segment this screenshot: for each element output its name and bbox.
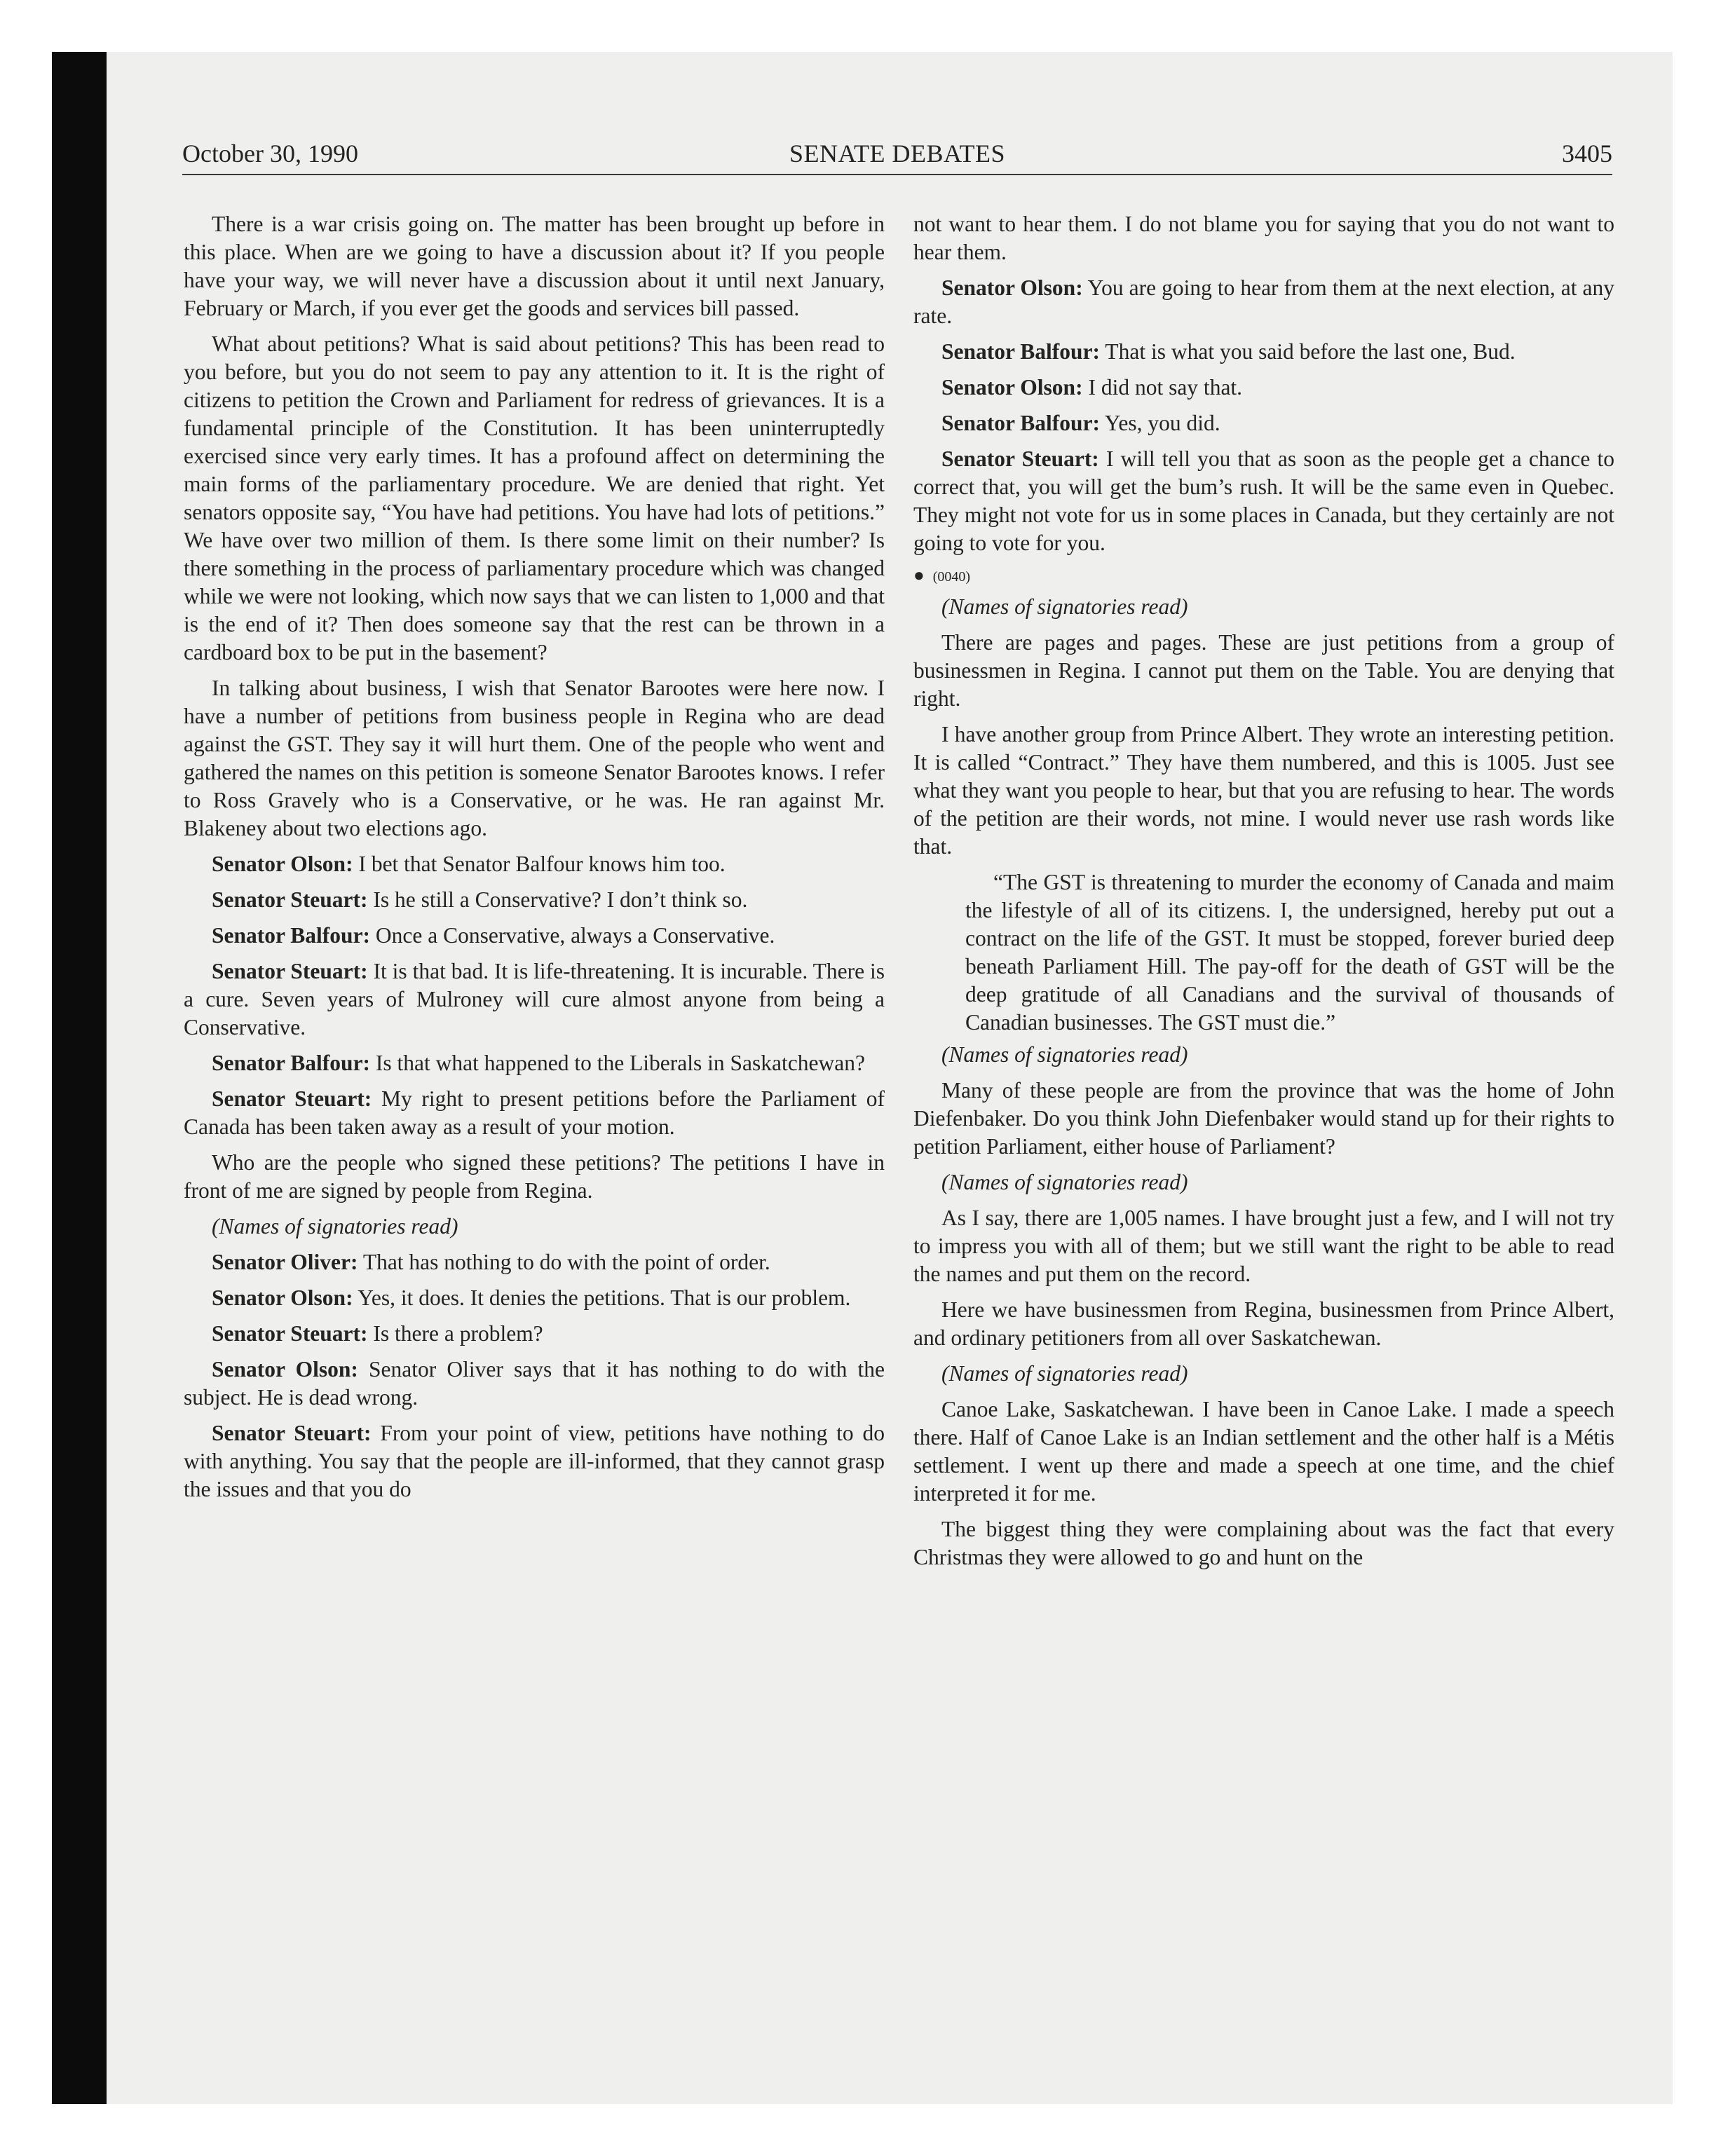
speaker-name: Senator Olson: (212, 1285, 353, 1310)
quote-text: “The GST is threatening to murder the economy of Canada and maim the lifestyle of all of its citizens. I, the undersigned, hereby put out a contract on the life of the GST. It must be stopped, forever buried deep beneath Parliament Hill. The pay-off for the death of GST will be the deep gratitude of all Canadians and the survival of thousands of Canadian businesses. The GST must die.” (965, 870, 1614, 1035)
page-header (182, 139, 1612, 175)
speaker-name: Senator Olson: (941, 275, 1083, 300)
paragraph: As I say, there are 1,005 names. I have brought just a few, and I will not try to impress you with all of them; but we still want the right to be able to read the names and put them on the record. (913, 1206, 1614, 1286)
speech (184, 1320, 885, 1348)
speech-text: Is he still a Conservative? I don’t think so. (367, 887, 748, 912)
speech (913, 274, 1614, 330)
speaker-name: Senator Steuart: (212, 1086, 372, 1111)
speech (184, 957, 885, 1042)
speech (913, 374, 1614, 402)
speaker-name: Senator Balfour: (212, 1051, 371, 1075)
header-title: SENATE DEBATES (789, 139, 1005, 168)
stage-direction: (Names of signatories read) (941, 1170, 1188, 1194)
speech-text: Senator Oliver says that it has nothing to do with the subject. He is dead wrong. (184, 1357, 885, 1410)
speaker-name: Senator Steuart: (212, 1321, 368, 1346)
speaker-name: Senator Balfour: (941, 411, 1101, 435)
page-number: 3405 (1562, 139, 1612, 168)
right-column (913, 210, 1614, 1579)
header-date: October 30, 1990 (182, 139, 358, 168)
speech (184, 1284, 885, 1312)
speech (913, 338, 1614, 366)
paragraph: In talking about business, I wish that Senator Barootes were here now. I have a number of petitions from business people in Regina who are dead against the GST. They say it will hurt them. One of the people who went and gathered the names on this petition is someone Senator Barootes knows. I refer to Ross Gravely who is a Conservative, or he was. He ran against Mr. Blakeney about two elections ago. (184, 676, 885, 840)
bullet-icon: ● (913, 565, 925, 585)
speaker-name: Senator Steuart: (941, 446, 1099, 471)
speech-text: It is that bad. It is life-threatening. It is incurable. There is a cure. Seven years of Mulroney will cure almost anyone from being a Conservative. (184, 959, 885, 1039)
speech-text: Once a Conservative, always a Conservative. (370, 923, 775, 948)
speech (913, 445, 1614, 557)
speaker-name: Senator Steuart: (212, 887, 368, 912)
paragraph-continued: not want to hear them. I do not blame you for saying that you do not want to hear them. (913, 212, 1614, 264)
binding-edge (52, 52, 107, 2104)
speaker-name: Senator Olson: (212, 852, 353, 876)
speech-text: My right to present petitions before the Parliament of Canada has been taken away as a result of your motion. (184, 1086, 885, 1139)
paragraph: There are pages and pages. These are just petitions from a group of businessmen in Regina. I cannot put them on the Table. You are denying that right. (913, 630, 1614, 711)
speech (184, 850, 885, 878)
paragraph: Here we have businessmen from Regina, businessmen from Prince Albert, and ordinary petitioners from all over Saskatchewan. (913, 1297, 1614, 1350)
speaker-name: Senator Olson: (212, 1357, 358, 1381)
speech (184, 1248, 885, 1276)
speech-text: I will tell you that as soon as the people get a chance to correct that, you will get the bum’s rush. It will be the same even in Quebec. They might not vote for us in some places in Canada, but they certainly are not going to vote for you. (913, 446, 1614, 555)
speech (184, 1419, 885, 1503)
paragraph: Many of these people are from the province that was the home of John Diefenbaker. Do you think John Diefenbaker would stand up for their rights to petition Parliament, either house of Parliament? (913, 1078, 1614, 1159)
speech-text: I bet that Senator Balfour knows him too. (353, 852, 726, 876)
block-quote (965, 868, 1614, 1037)
speech-text: That has nothing to do with the point of order. (358, 1250, 770, 1274)
speech (184, 1049, 885, 1077)
paragraph: I have another group from Prince Albert. They wrote an interesting petition. It is called “Contract.” They have them numbered, and this is 1005. Just see what they want you people to hear, but that you are refusing to hear. The words of the petition are their words, not mine. I would never use rash words like that. (913, 722, 1614, 859)
paragraph: Who are the people who signed these petitions? The petitions I have in front of me are signed by people from Regina. (184, 1150, 885, 1203)
speech-text: Yes, you did. (1100, 411, 1220, 435)
speech (184, 922, 885, 950)
paragraph: Canoe Lake, Saskatchewan. I have been in Canoe Lake. I made a speech there. Half of Canoe Lake is an Indian settlement and the other half is a Métis settlement. I went up there and made a speech at one time, and the chief interpreted it for me. (913, 1397, 1614, 1506)
speech-text: Yes, it does. It denies the petitions. That is our problem. (353, 1285, 851, 1310)
stage-direction: (Names of signatories read) (212, 1214, 458, 1239)
speech-text: That is what you said before the last one, Bud. (1100, 339, 1516, 364)
speaker-name: Senator Steuart: (212, 1421, 372, 1445)
stage-direction: (Names of signatories read) (941, 1361, 1188, 1386)
paragraph: The biggest thing they were complaining about was the fact that every Christmas they were allowed to go and hunt on the (913, 1517, 1614, 1569)
paragraph: There is a war crisis going on. The matter has been brought up before in this place. When are we going to have a discussion about it? If you people have your way, we will never have a discussion about it until next January, February or March, if you ever get the goods and services bill passed. (184, 212, 885, 320)
speech (184, 886, 885, 914)
speech (913, 409, 1614, 437)
speaker-name: Senator Steuart: (212, 959, 368, 983)
speech-text: Is that what happened to the Liberals in Saskatchewan? (370, 1051, 865, 1075)
time-marker (913, 565, 1614, 587)
speaker-name: Senator Oliver: (212, 1250, 358, 1274)
time-marker-text: (0040) (932, 569, 971, 585)
speech (184, 1356, 885, 1412)
speech (184, 1085, 885, 1141)
speaker-name: Senator Balfour: (212, 923, 371, 948)
speech-text: From your point of view, petitions have nothing to do with anything. You say that the people are ill-informed, that they cannot grasp the issues and that you do (184, 1421, 885, 1501)
speaker-name: Senator Olson: (941, 375, 1083, 400)
stage-direction: (Names of signatories read) (941, 594, 1188, 619)
speaker-name: Senator Balfour: (941, 339, 1101, 364)
speech-text: Is there a problem? (367, 1321, 543, 1346)
stage-direction: (Names of signatories read) (941, 1042, 1188, 1067)
paragraph: What about petitions? What is said about petitions? This has been read to you before, but you do not seem to pay any attention to it. It is the right of citizens to petition the Crown and Parliament for redress of grievances. It is a fundamental principle of the Constitution. It has been uninterruptedly exercised since very early times. It has a profound affect on determining the main forms of the parliamentary procedure. We are denied that right. Yet senators opposite say, “You have had petitions. You have had lots of petitions.” We have over two million of them. Is there some limit on their number? Is there something in the process of parliamentary procedure which was changed while we were not looking, which now says that we can listen to 1,000 and that is the end of it? Then does someone say that the rest can be thrown in a cardboard box to be put in the basement? (184, 332, 885, 664)
speech-text: You are going to hear from them at the next election, at any rate. (913, 275, 1614, 328)
speech-text: I did not say that. (1082, 375, 1243, 400)
left-column (184, 210, 885, 1511)
